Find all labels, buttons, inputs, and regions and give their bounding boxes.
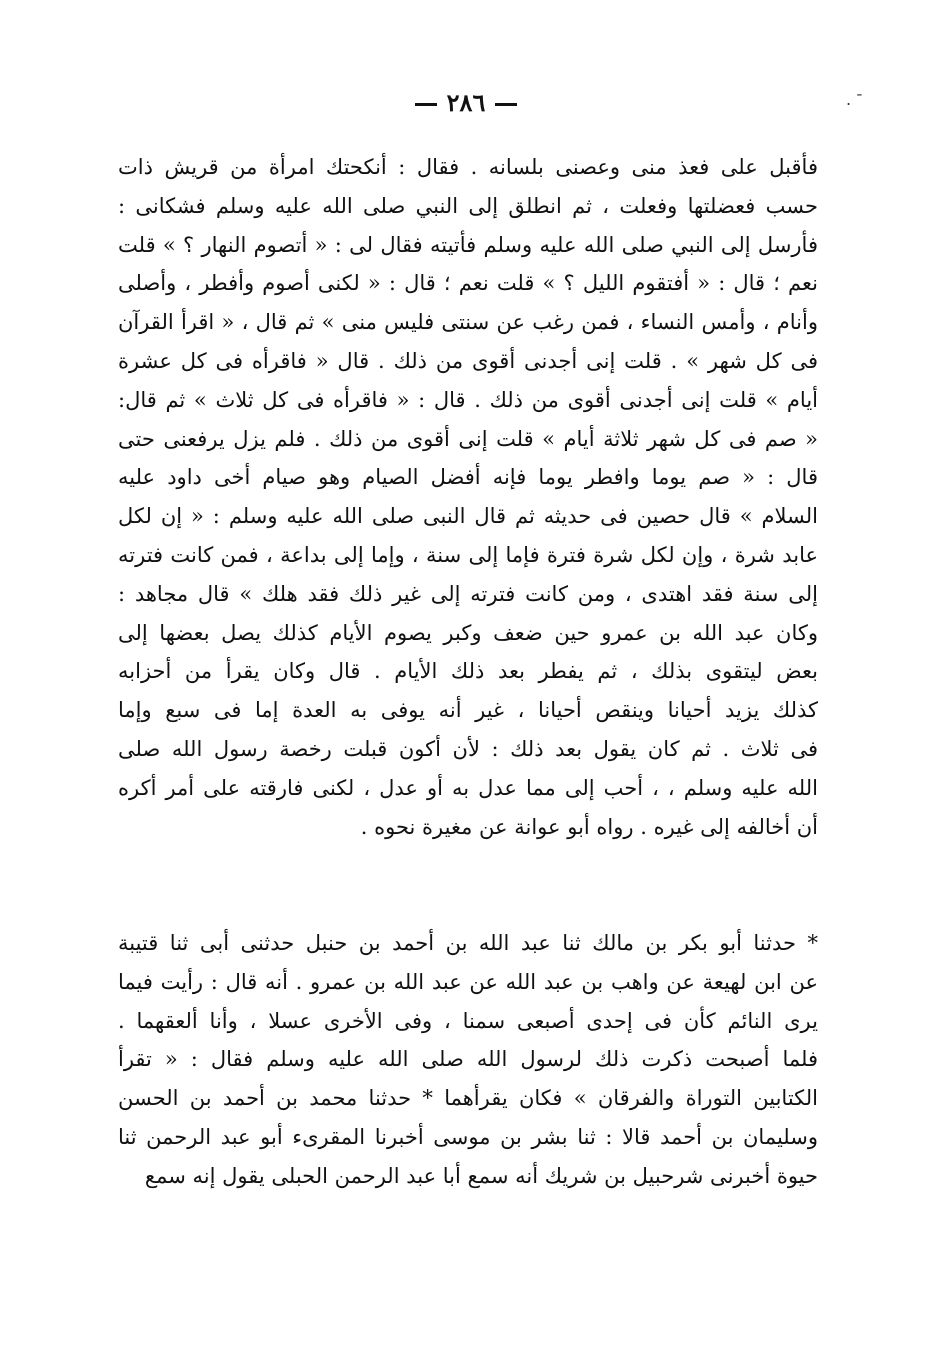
text-line: أيام » قلت إنى أجدنى أقوى من ذلك . قال : « فاقرأه فى كل ثلاث » ثم قال:: [118, 387, 818, 412]
text-line: يرى النائم كأن فى إحدى أصبعى سمنا ، وفى الأخرى عسلا ، وأنا ألعقهما .: [118, 1008, 818, 1033]
text-line: حيوة أخبرنى شرحبيل بن شريك أنه سمع أبا عبد الرحمن الحبلى يقول إنه سمع: [144, 1163, 818, 1188]
text-line: * حدثنا أبو بكر بن مالك ثنا عبد الله بن أحمد بن حنبل حدثنى أبى ثنا قتيبة: [118, 931, 818, 955]
page-number-text: ٢٨٦: [446, 88, 486, 117]
text-line: أن أخالفه إلى غيره . رواه أبو عوانة عن مغيرة نحوه .: [360, 814, 818, 839]
text-line: حسب فعضلتها وفعلت ، ثم انطلق إلى النبي صلى الله عليه وسلم فشكانى :: [118, 193, 818, 218]
paragraph-1: [118, 148, 818, 846]
page-number: [0, 88, 932, 117]
text-line: الله عليه وسلم ، ، أحب إلى مما عدل به أو عدل ، لكنى فارقته على أمر أكره: [118, 775, 818, 800]
text-line: وسليمان بن أحمد قالا : ثنا بشر بن موسى أخبرنا المقرىء أبو عبد الرحمن ثنا: [118, 1124, 818, 1149]
text-line: عابد شرة ، وإن لكل شرة فترة فإما إلى سنة ، وإما إلى بداعة ، فمن كانت فترته: [118, 542, 818, 567]
text-line: فأرسل إلى النبي صلى الله عليه وسلم فأتيته فقال لى : « أتصوم النهار ؟ » قلت: [118, 232, 818, 257]
text-line: نعم ؛ قال : « أفتقوم الليل ؟ » قلت نعم ؛ قال : « لكنى أصوم وأفطر ، وأصلى: [118, 271, 818, 296]
text-line: كذلك يزيد أحيانا وينقص أحيانا ، غير أنه يوفى به العدة إما فى سبع وإما: [118, 698, 818, 723]
text-line: فلما أصبحت ذكرت ذلك لرسول الله صلى الله عليه وسلم فقال : « تقرأ: [118, 1047, 818, 1072]
corner-mark: . ־: [846, 90, 863, 109]
text-line: وكان عبد الله بن عمرو حين ضعف وكبر يصوم الأيام كذلك يصل بعضها إلى: [118, 620, 818, 645]
text-line: قال : « صم يوما وافطر يوما فإنه أفضل الصيام وهو صيام أخى داود عليه: [118, 465, 818, 490]
text-line: عن ابن لهيعة عن واهب بن عبد الله عن عبد الله بن عمرو . أنه قال : رأيت فيما: [118, 969, 818, 994]
text-line: فى كل شهر » . قلت إنى أجدنى أقوى من ذلك . قال « فاقرأه فى كل عشرة: [118, 348, 818, 373]
text-line: « صم فى كل شهر ثلاثة أيام » قلت إنى أقوى من ذلك . فلم يزل يرفعنى حتى: [118, 426, 818, 451]
paragraph-2: [118, 924, 818, 1196]
text-line: وأنام ، وأمس النساء ، فمن رغب عن سنتى فليس منى » ثم قال ، « اقرأ القرآن: [118, 310, 818, 335]
text-line: إلى سنة فقد اهتدى ، ومن كانت فترته إلى غير ذلك فقد هلك » قال مجاهد :: [118, 581, 818, 606]
text-line: بعض ليتقوى بذلك ، ثم يفطر بعد ذلك الأيام . قال وكان يقرأ من أحزابه: [118, 659, 818, 684]
text-line: الكتابين التوراة والفرقان » فكان يقرأهما * حدثنا محمد بن أحمد بن الحسن: [118, 1086, 818, 1111]
text-line: السلام » قال حصين فى حديثه ثم قال النبى صلى الله عليه وسلم : « إن لكل: [118, 504, 818, 529]
dash-left: [495, 103, 517, 106]
text-line: فى ثلاث . ثم كان يقول بعد ذلك : لأن أكون قبلت رخصة رسول الله صلى: [118, 736, 818, 761]
text-line: فأقبل على فعذ منى وعصنى بلسانه . فقال : أنكحتك امرأة من قريش ذات: [118, 155, 818, 179]
dash-right: [415, 103, 437, 106]
